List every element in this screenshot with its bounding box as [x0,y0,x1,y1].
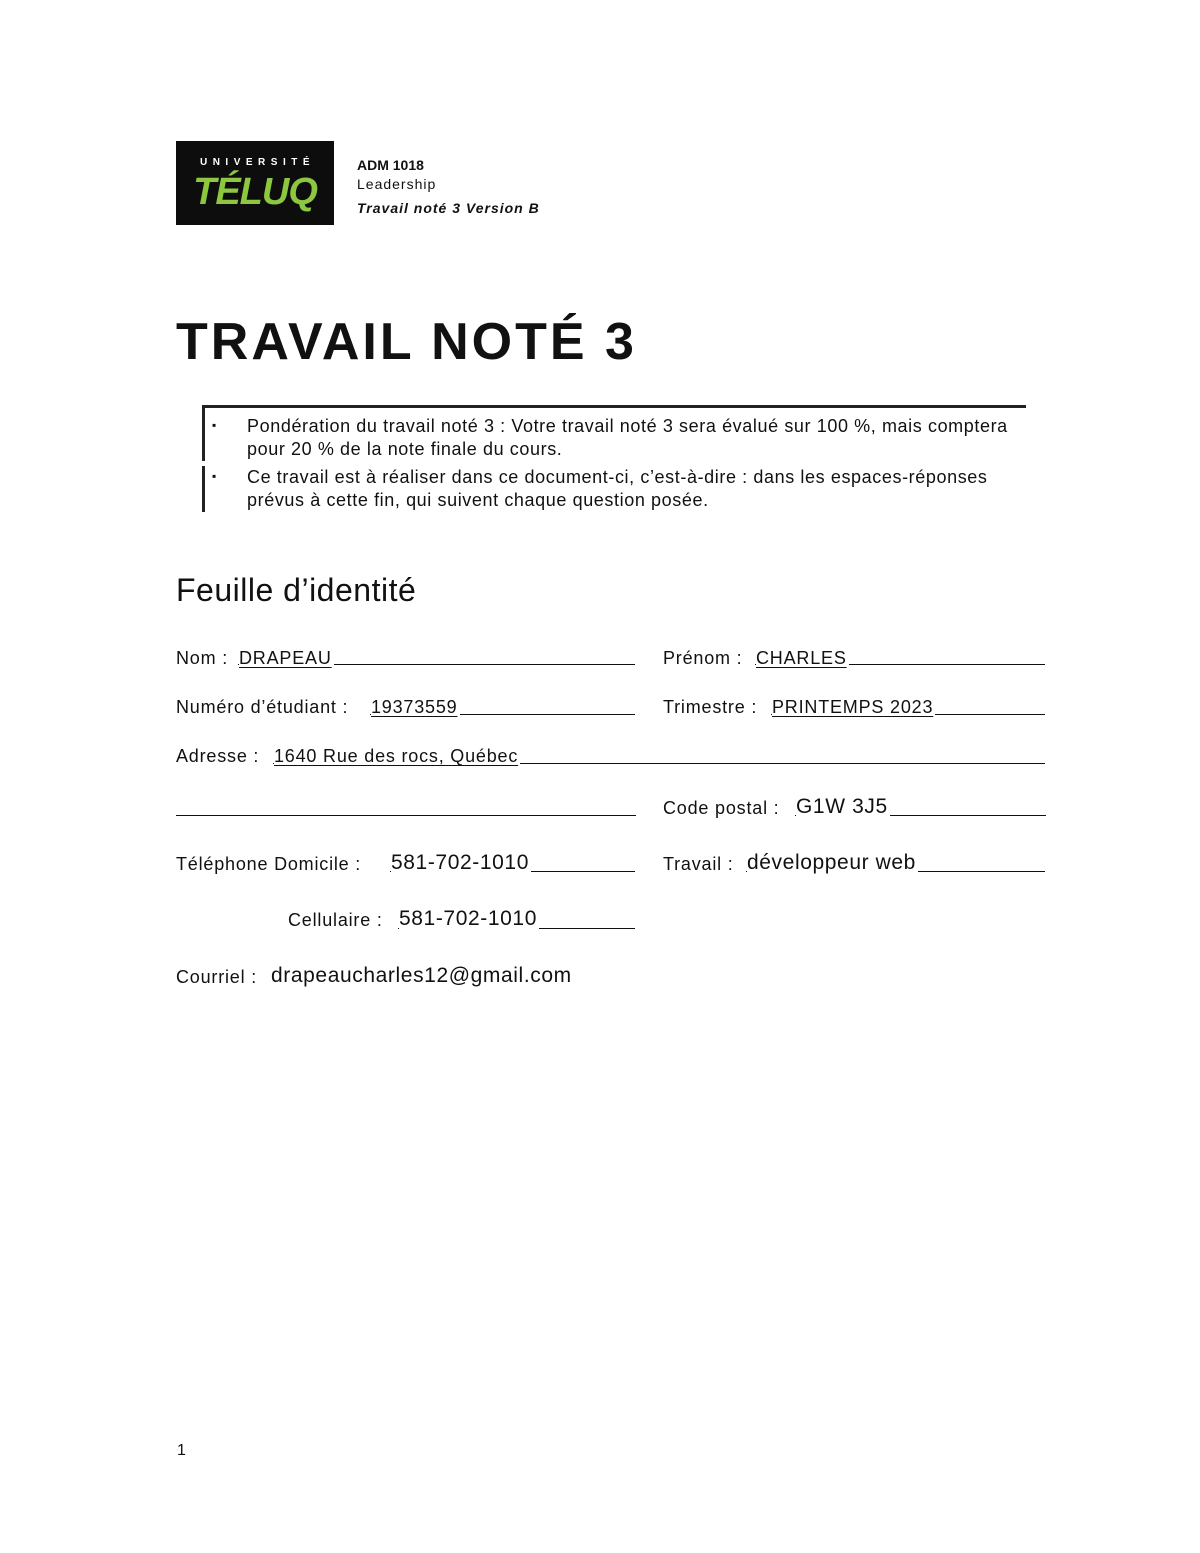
course-version: Travail noté 3 Version B [357,200,540,216]
cellulaire-label: Cellulaire : [288,910,383,930]
nom-value: DRAPEAU [239,648,332,668]
bullet-icon: ▪ [212,469,217,483]
document-title: TRAVAIL NOTÉ 3 [176,313,637,371]
trimestre-value: PRINTEMPS 2023 [772,697,934,717]
identity-heading: Feuille d’identité [176,572,417,608]
cellulaire-value: 581-702-1010 [399,907,537,930]
logo-teluq-text: TÉLUQ [193,171,317,213]
telephone-domicile-label: Téléphone Domicile : [176,854,362,874]
info-box-top-border [202,405,1026,408]
code-postal-label: Code postal : [663,798,780,818]
prenom-value: CHARLES [756,648,847,668]
prenom-label: Prénom : [663,648,743,668]
teluq-logo [176,141,334,225]
info-item-instructions: Ce travail est à réaliser dans ce document-ci, c’est-à-dire : dans les espaces-réponses prévus à cette fin, qui suivent chaque question posée. [247,467,988,510]
page-number: 1 [177,1442,186,1459]
logo-university-text: UNIVERSITÉ [199,157,315,168]
course-name: Leadership [357,176,437,192]
numero-etudiant-label: Numéro d’étudiant : [176,697,349,717]
course-code: ADM 1018 [357,157,424,173]
adresse-label: Adresse : [176,746,260,766]
travail-label: Travail : [663,854,734,874]
code-postal-value: G1W 3J5 [796,795,888,818]
telephone-domicile-value: 581-702-1010 [391,851,529,874]
adresse-value: 1640 Rue des rocs, Québec [274,746,519,766]
nom-label: Nom : [176,648,229,668]
numero-etudiant-value: 19373559 [371,697,458,717]
adresse-continuation-line [176,815,636,816]
info-box-left-border [202,466,205,512]
courriel-label: Courriel : [176,967,258,987]
bullet-icon: ▪ [212,418,217,432]
info-box-left-border [202,405,205,461]
trimestre-label: Trimestre : [663,697,758,717]
travail-value: développeur web [747,851,916,874]
courriel-value: drapeaucharles12@gmail.com [271,964,572,987]
info-item-weighting: Pondération du travail noté 3 : Votre travail noté 3 sera évalué sur 100 %, mais comptera pour 20 % de la note finale du cours. [247,416,1008,459]
